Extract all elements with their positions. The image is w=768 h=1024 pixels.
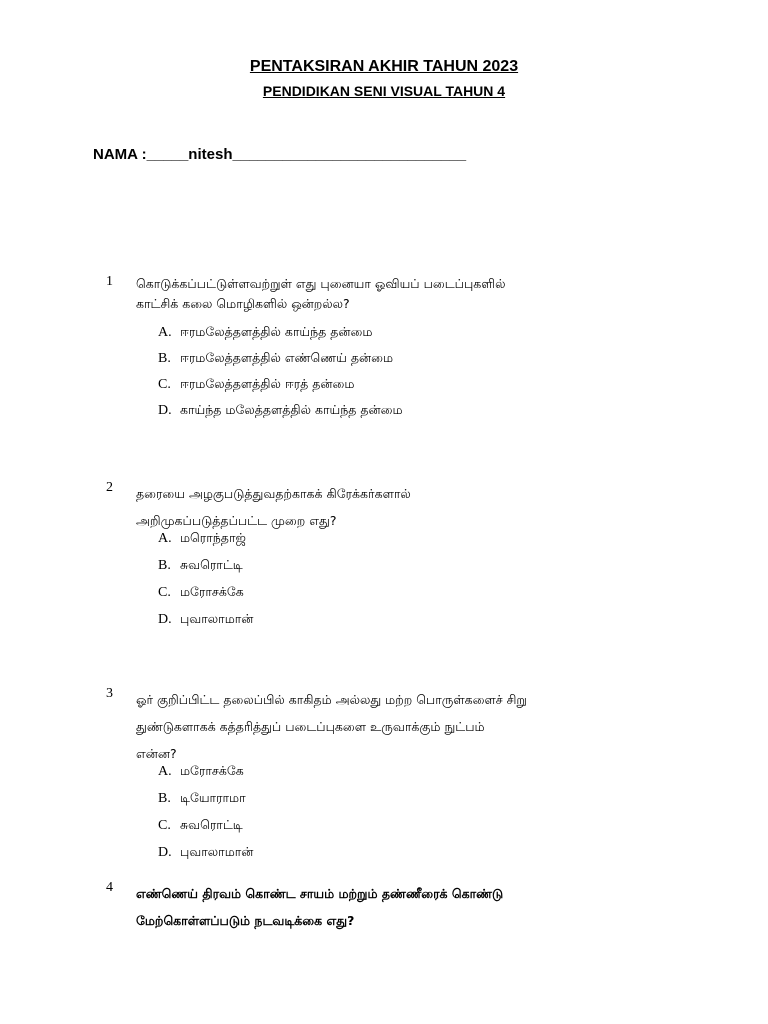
question-line: ஓர் குறிப்பிட்ட தலைப்பில் காகிதம் அல்லது மற்ற பொருள்களைச் சிறு xyxy=(136,692,527,707)
option-list xyxy=(158,324,403,428)
option-text: காய்ந்த மலேத்தளத்தில் காய்ந்த தன்மை xyxy=(180,402,403,417)
option-b xyxy=(158,350,403,376)
question-text xyxy=(136,880,676,934)
option-a xyxy=(158,763,253,790)
question-line: காட்சிக் கலை மொழிகளில் ஒன்றல்ல? xyxy=(136,296,350,311)
option-b xyxy=(158,557,253,584)
option-a xyxy=(158,324,403,350)
question-text xyxy=(136,480,676,534)
option-letter: B. xyxy=(158,791,171,806)
question-text xyxy=(136,274,676,314)
page-title: PENTAKSIRAN AKHIR TAHUN 2023 xyxy=(249,58,519,75)
question-number: 3 xyxy=(106,686,113,701)
option-letter: D. xyxy=(158,403,172,418)
option-text: புவாலாமான் xyxy=(180,611,254,626)
option-letter: A. xyxy=(158,325,172,340)
option-a xyxy=(158,530,253,557)
option-letter: D. xyxy=(158,612,172,627)
question-number: 2 xyxy=(106,480,113,495)
question-text xyxy=(136,686,676,767)
option-list xyxy=(158,763,253,871)
question-line: தரையை அழகுபடுத்துவதற்காகக் கிரேக்கர்களால் xyxy=(136,486,411,501)
option-letter: D. xyxy=(158,845,172,860)
option-c xyxy=(158,817,253,844)
option-letter: A. xyxy=(158,531,172,546)
option-text: மரொந்தாஜ் xyxy=(180,530,246,545)
question-line: துண்டுகளாகக் கத்தரித்துப் படைப்புகளை உருவாக்கும் நுட்பம் xyxy=(136,719,485,734)
page-subtitle: PENDIDIKAN SENI VISUAL TAHUN 4 xyxy=(262,83,506,99)
option-letter: C. xyxy=(158,377,171,392)
option-text: புவாலாமான் xyxy=(180,844,254,859)
option-text: ஈரமலேத்தளத்தில் காய்ந்த தன்மை xyxy=(180,324,373,339)
option-text: ஈரமலேத்தளத்தில் எண்ணெய் தன்மை xyxy=(180,350,394,365)
question-line: அறிமுகப்படுத்தப்பட்ட முறை எது? xyxy=(136,513,337,528)
option-text: மரோசக்கே xyxy=(180,763,244,778)
option-text: சுவரொட்டி xyxy=(180,817,243,832)
option-text: டியோராமா xyxy=(180,790,246,805)
option-c xyxy=(158,584,253,611)
option-text: ஈரமலேத்தளத்தில் ஈரத் தன்மை xyxy=(180,376,355,391)
option-d xyxy=(158,611,253,638)
name-line: NAMA :_____nitesh____________________________ xyxy=(93,146,467,163)
option-d xyxy=(158,844,253,871)
option-text: மரோசக்கே xyxy=(180,584,244,599)
option-letter: B. xyxy=(158,351,171,366)
question-line: கொடுக்கப்பட்டுள்ளவற்றுள் எது புனையா ஓவியப் படைப்புகளில் xyxy=(136,276,506,291)
option-letter: B. xyxy=(158,558,171,573)
question-line: மேற்கொள்ளப்படும் நடவடிக்கை எது? xyxy=(136,913,355,928)
option-list xyxy=(158,530,253,638)
option-d xyxy=(158,402,403,428)
option-letter: C. xyxy=(158,818,171,833)
question-number: 1 xyxy=(106,274,113,289)
question-line: என்ன? xyxy=(136,746,177,761)
option-text: சுவரொட்டி xyxy=(180,557,243,572)
option-letter: A. xyxy=(158,764,172,779)
question-number: 4 xyxy=(106,880,113,895)
question-line: எண்ணெய் திரவம் கொண்ட சாயம் மற்றும் தண்ணீரைக் கொண்டு xyxy=(136,886,504,901)
option-b xyxy=(158,790,253,817)
option-letter: C. xyxy=(158,585,171,600)
option-c xyxy=(158,376,403,402)
